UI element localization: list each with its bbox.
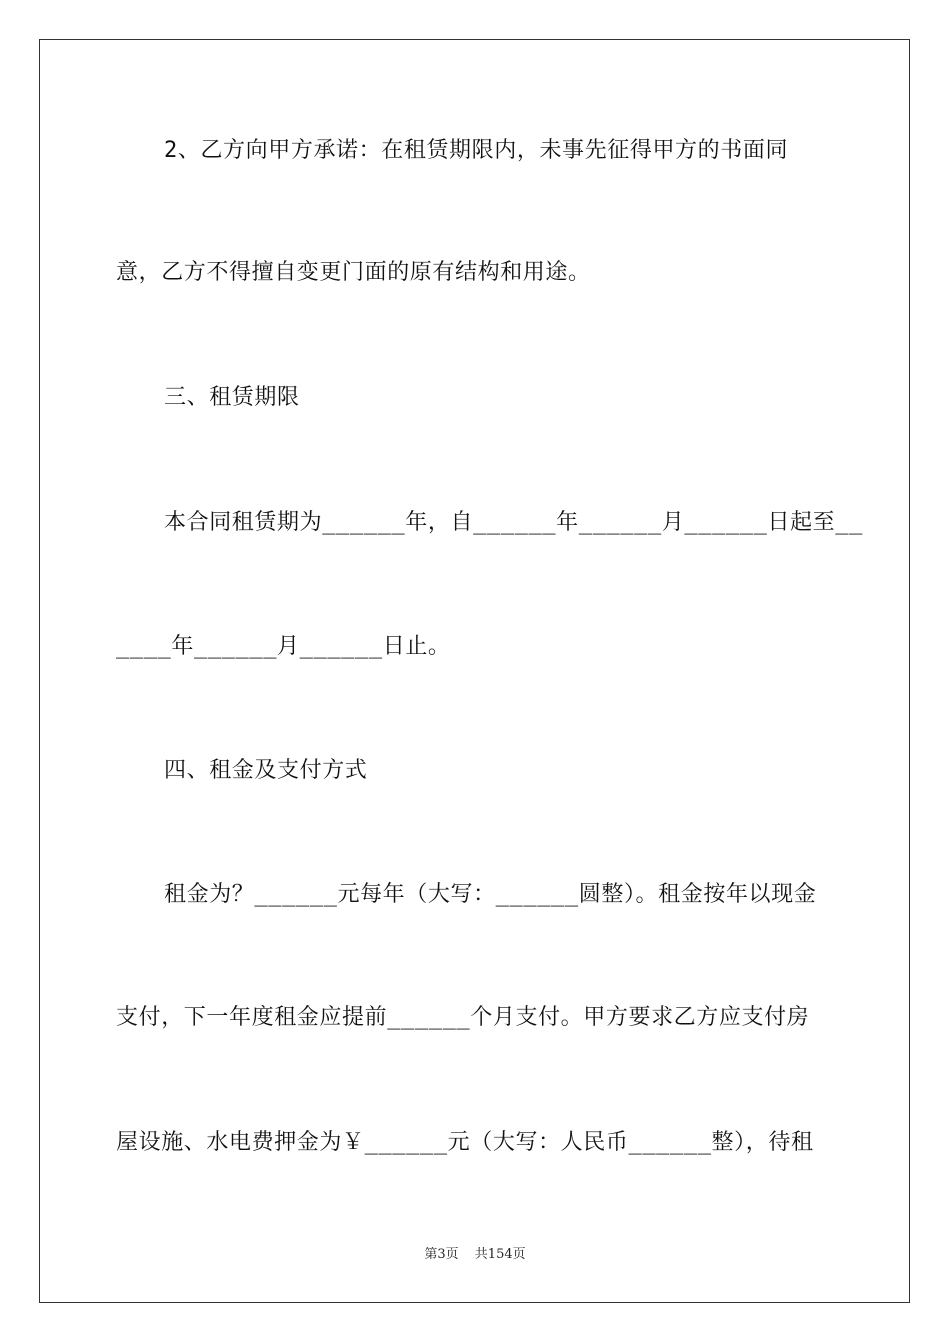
page-footer [0, 1246, 950, 1264]
total-pages: 共154页 [474, 1247, 526, 1262]
paragraph-line: 2、乙方向甲方承诺：在租赁期限内，未事先征得甲方的书面同 [164, 138, 789, 163]
paragraph-line: ____年______月______日止。 [116, 634, 451, 659]
paragraph-line: 租金为？______元每年（大写：______圆整）。租金按年以现金 [164, 882, 817, 907]
section-heading: 三、租赁期限 [164, 385, 300, 410]
paragraph-line: 屋设施、水电费押金为￥______元（大写：人民币______整），待租 [116, 1130, 814, 1155]
paragraph-line: 支付，下一年度租金应提前______个月支付。甲方要求乙方应支付房 [116, 1005, 810, 1030]
section-heading: 四、租金及支付方式 [164, 758, 368, 783]
page-number: 第3页 [424, 1247, 459, 1262]
paragraph-line: 意，乙方不得擅自变更门面的原有结构和用途。 [116, 260, 591, 285]
page-border [39, 39, 910, 1303]
paragraph-line: 本合同租赁期为______年，自______年______月______日起至__ [164, 510, 863, 535]
